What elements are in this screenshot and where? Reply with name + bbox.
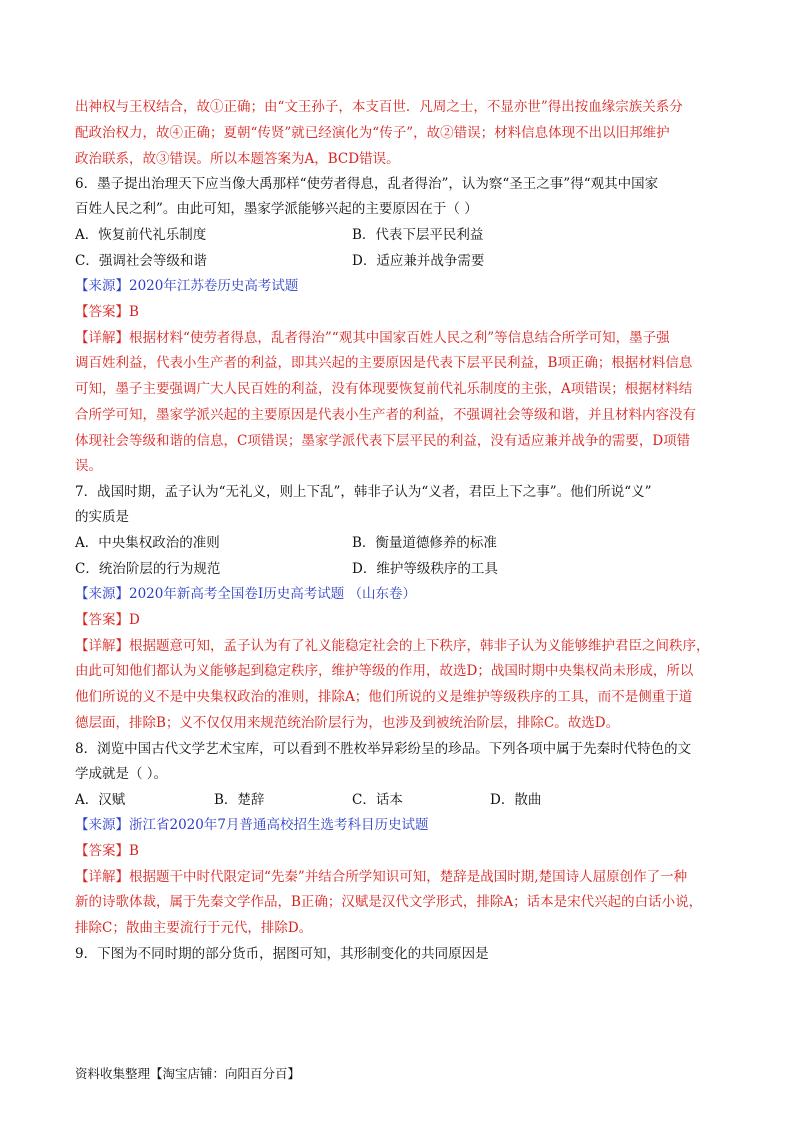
q6-explain-line: 可知，墨子主要强调广大人民百姓的利益，没有体现要恢复前代礼乐制度的主张，A项错误；根据材料结 xyxy=(75,381,693,397)
q7-option-d: D．维护等级秩序的工具 xyxy=(352,561,498,577)
q6-stem-line: 6．墨子提出治理天下应当像大禹那样“使劳者得息，乱者得治”，认为察“圣王之事”得“观其中国家 xyxy=(75,176,659,192)
q7-explain-line: 他们所说的义不是中央集权政治的准则，排除A；他们所说的义是维护等级秩序的工具，而不是侧重于道 xyxy=(75,689,693,705)
q6-explain-line: 调百姓利益，代表小生产者的利益，即其兴起的主要原因是代表下层平民利益，B项正确；根据材料信息 xyxy=(75,355,693,371)
q7-explain-line: 【详解】根据题意可知，孟子认为有了礼义能稳定社会的上下秩序，韩非子认为义能够维护君臣之间秩序， xyxy=(75,638,710,654)
q8-option-c: C．话本 xyxy=(352,792,403,808)
q9-stem-line: 9．下图为不同时期的部分货币，据图可知，其形制变化的共同原因是 xyxy=(75,946,489,962)
q8-answer: 【答案】B xyxy=(75,843,139,859)
q8-explain-line: 【详解】根据题干中时代限定词“先秦”并结合所学知识可知，楚辞是战国时期,楚国诗人屈原创作了一种 xyxy=(75,869,688,885)
q7-explain-line: 由此可知他们都认为义能够起到稳定秩序，维护等级的作用，故选D；战国时期中央集权尚未形成，所以 xyxy=(75,663,694,679)
q7-source: 【来源】2020年新高考全国卷Ⅰ历史高考试题 （山东卷） xyxy=(75,586,416,602)
q7-explain-line: 德层面，排除B；义不仅仅用来规范统治阶层行为，也涉及到被统治阶层，排除C。故选D。 xyxy=(75,715,620,731)
prev-explain-line: 出神权与王权结合，故①正确；由“文王孙子，本支百世．凡周之士，不显亦世”得出按血缘宗族关系分 xyxy=(75,99,683,115)
q6-option-c: C．强调社会等级和谐 xyxy=(75,253,207,269)
q8-explain-line: 新的诗歌体裁，属于先秦文学作品，B正确；汉赋是汉代文学形式，排除A；话本是宋代兴起的白话小说， xyxy=(75,894,703,910)
q7-stem-line: 7．战国时期，孟子认为“无礼义，则上下乱”，韩非子认为“义者，君臣上下之事”。他们所说“义” xyxy=(75,484,652,500)
q6-explain-line: 【详解】根据材料“使劳者得息，乱者得治”“观其中国家百姓人民之利”等信息结合所学可知，墨子强 xyxy=(75,330,670,346)
page-footer: 资料收集整理【淘宝店铺：向阳百分百】 xyxy=(75,1066,301,1081)
q6-option-a: A．恢复前代礼乐制度 xyxy=(75,227,207,243)
q8-stem-line: 学成就是（ ）。 xyxy=(75,766,168,782)
q7-option-c: C．统治阶层的行为规范 xyxy=(75,561,221,577)
q7-stem-line: 的实质是 xyxy=(75,509,129,525)
q8-option-b: B．楚辞 xyxy=(214,792,265,808)
q6-explain-line: 合所学可知，墨家学派兴起的主要原因是代表小生产者的利益，不强调社会等级和谐，并且材料内容没有 xyxy=(75,407,696,423)
q6-explain-line: 体现社会等级和谐的信息，C项错误；墨家学派代表下层平民的利益，没有适应兼并战争的需要，D项错 xyxy=(75,433,691,449)
prev-explain-line: 配政治权力，故④正确；夏朝“传贤”就已经演化为“传子”，故②错误；材料信息体现不出以旧邦维护 xyxy=(75,125,670,141)
q6-source: 【来源】2020年江苏卷历史高考试题 xyxy=(75,278,299,294)
q7-option-b: B．衡量道德修养的标准 xyxy=(352,535,497,551)
prev-explain-line: 政治联系，故③错误。所以本题答案为A，BCD错误。 xyxy=(75,151,400,167)
q8-option-a: A．汉赋 xyxy=(75,792,126,808)
q8-option-d: D．散曲 xyxy=(490,792,542,808)
q6-option-b: B．代表下层平民利益 xyxy=(352,227,484,243)
q8-stem-line: 8．浏览中国古代文学艺术宝库，可以看到不胜枚举异彩纷呈的珍品。下列各项中属于先秦时代特色的文 xyxy=(75,741,692,757)
q6-stem-line: 百姓人民之利”。由此可知，墨家学派能够兴起的主要原因在于（ ） xyxy=(75,201,478,217)
q7-option-a: A．中央集权政治的准则 xyxy=(75,535,220,551)
q6-answer: 【答案】B xyxy=(75,304,139,320)
q8-explain-line: 排除C；散曲主要流行于元代，排除D。 xyxy=(75,920,313,936)
q7-answer: 【答案】D xyxy=(75,612,140,628)
q6-explain-line: 误。 xyxy=(75,458,102,474)
q6-option-d: D．适应兼并战争需要 xyxy=(352,253,485,269)
q8-source: 【来源】浙江省2020年7月普通高校招生选考科目历史试题 xyxy=(75,817,429,833)
